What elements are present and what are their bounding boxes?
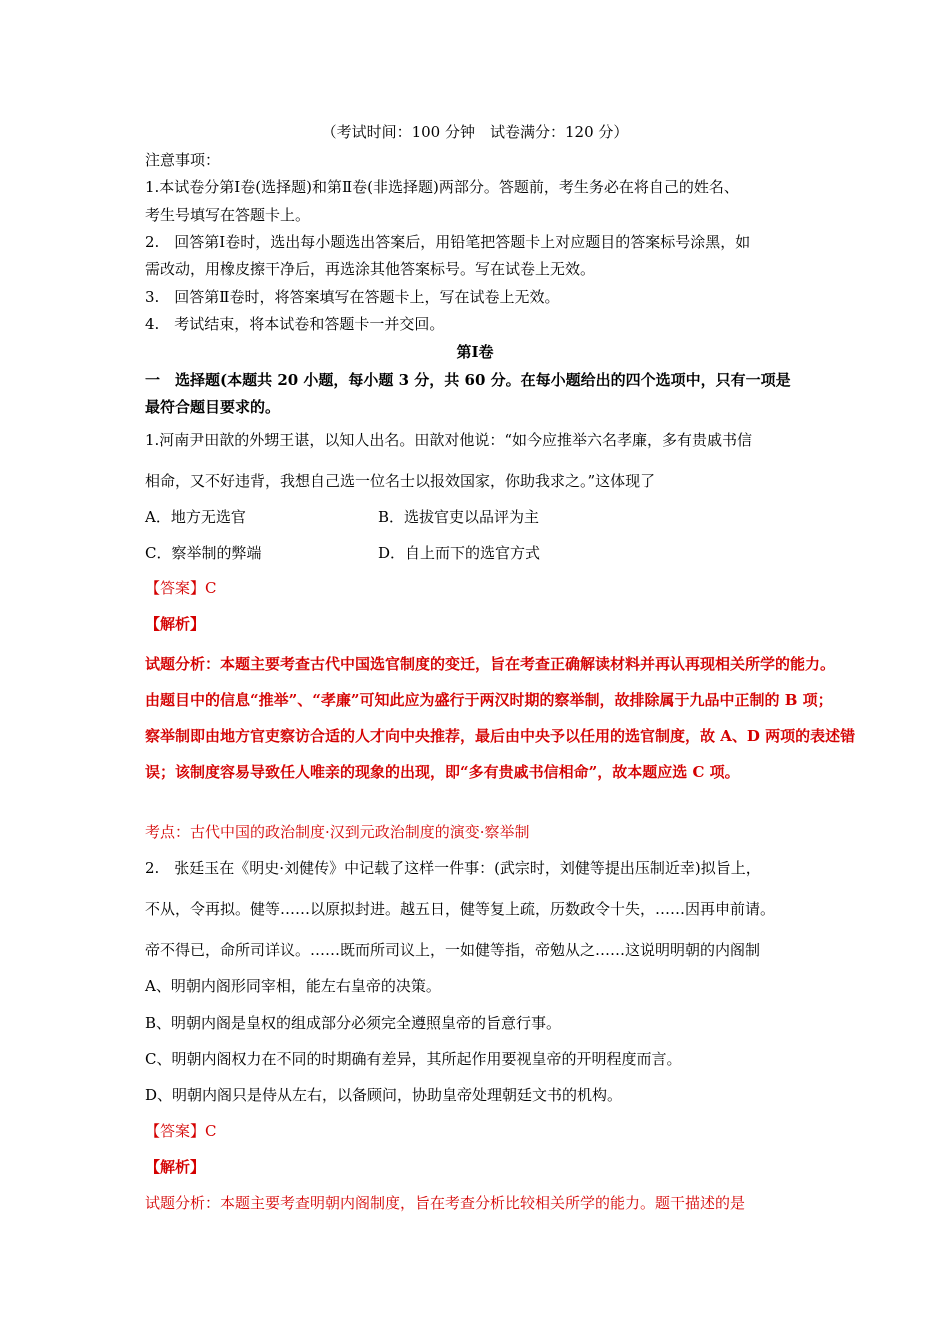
question-2-option-a: A、明朝内阁形同宰相，能左右皇帝的决策。 bbox=[145, 977, 441, 995]
question-2-analysis-label: 【解析】 bbox=[145, 1158, 206, 1176]
question-2-stem: 2. 张廷玉在《明史·刘健传》中记载了这样一件事：(武宗时，刘健等提出压制近幸)拟旨上， bbox=[145, 859, 761, 877]
question-1-analysis: 察举制即由地方官吏察访合适的人才向中央推荐，最后由中央予以任用的选官制度，故 A、D 两项的表述错 bbox=[145, 727, 856, 745]
question-1-analysis: 误；该制度容易导致任人唯亲的现象的出现，即“多有贵戚书信相命”，故本题应选 C 项。 bbox=[145, 763, 740, 781]
question-2-stem: 不从，令再拟。健等……以原拟封进。越五日，健等复上疏，历数政令十失，……因再申前请。 bbox=[145, 900, 776, 918]
question-1-analysis: 由题目中的信息“推举”、“孝廉”可知此应为盛行于两汉时期的察举制，故排除属于九品中正制的 B 项； bbox=[145, 691, 833, 709]
section-instruction: 一 选择题(本题共 20 小题，每小题 3 分，共 60 分。在每小题给出的四个选项中，只有一项是 bbox=[145, 371, 791, 389]
question-2-option-d: D、明朝内阁只是侍从左右，以备顾问，协助皇帝处理朝廷文书的机构。 bbox=[145, 1086, 623, 1104]
question-2-option-c: C、明朝内阁权力在不同的时期确有差异，其所起作用要视皇帝的开明程度而言。 bbox=[145, 1050, 682, 1068]
question-1-option-a: A．地方无选官 bbox=[145, 508, 246, 526]
notice-line: 3. 回答第Ⅱ卷时，将答案填写在答题卡上，写在试卷上无效。 bbox=[145, 288, 560, 306]
question-2-analysis: 试题分析：本题主要考查明朝内阁制度，旨在考查分析比较相关所学的能力。题干描述的是 bbox=[145, 1194, 746, 1212]
question-1-option-c: C．察举制的弊端 bbox=[145, 544, 262, 562]
question-1-answer: 【答案】C bbox=[145, 579, 217, 597]
notice-title: 注意事项： bbox=[145, 151, 221, 169]
question-2-option-b: B、明朝内阁是皇权的组成部分必须完全遵照皇帝的旨意行事。 bbox=[145, 1014, 562, 1032]
question-1-stem: 相命，又不好违背，我想自己选一位名士以报效国家，你助我求之。”这体现了 bbox=[145, 472, 656, 490]
notice-line: 2. 回答第Ⅰ卷时，选出每小题选出答案后，用铅笔把答题卡上对应题目的答案标号涂黑，如 bbox=[145, 233, 751, 251]
question-1-option-d: D．自上而下的选官方式 bbox=[378, 544, 541, 562]
question-2-answer: 【答案】C bbox=[145, 1122, 217, 1140]
section-title: 第Ⅰ卷 bbox=[456, 343, 494, 361]
question-2-stem: 帝不得已，命所司详议。……既而所司议上，一如健等指，帝勉从之……这说明明朝的内阁制 bbox=[145, 941, 761, 959]
section-instruction: 最符合题目要求的。 bbox=[145, 398, 281, 416]
question-1-analysis: 试题分析：本题主要考查古代中国选官制度的变迁，旨在考查正确解读材料并再认再现相关所学的能力。 bbox=[145, 655, 836, 673]
notice-line: 4. 考试结束，将本试卷和答题卡一并交回。 bbox=[145, 315, 445, 333]
notice-line: 考生号填写在答题卡上。 bbox=[145, 206, 311, 224]
notice-line: 需改动，用橡皮擦干净后，再选涂其他答案标号。写在试卷上无效。 bbox=[145, 260, 596, 278]
question-1-kaodian: 考点：古代中国的政治制度·汉到元政治制度的演变·察举制 bbox=[145, 823, 530, 841]
question-1-option-b: B．选拔官吏以品评为主 bbox=[378, 508, 540, 526]
question-1-analysis-label: 【解析】 bbox=[145, 615, 206, 633]
notice-line: 1.本试卷分第Ⅰ卷(选择题)和第Ⅱ卷(非选择题)两部分。答题前，考生务必在将自己的姓名、 bbox=[145, 178, 739, 196]
question-1-stem: 1.河南尹田歆的外甥王谌，以知人出名。田歆对他说：“如今应推举六名孝廉，多有贵戚书信 bbox=[145, 431, 752, 449]
exam-info: （考试时间：100 分钟 试卷满分：120 分） bbox=[321, 123, 629, 141]
